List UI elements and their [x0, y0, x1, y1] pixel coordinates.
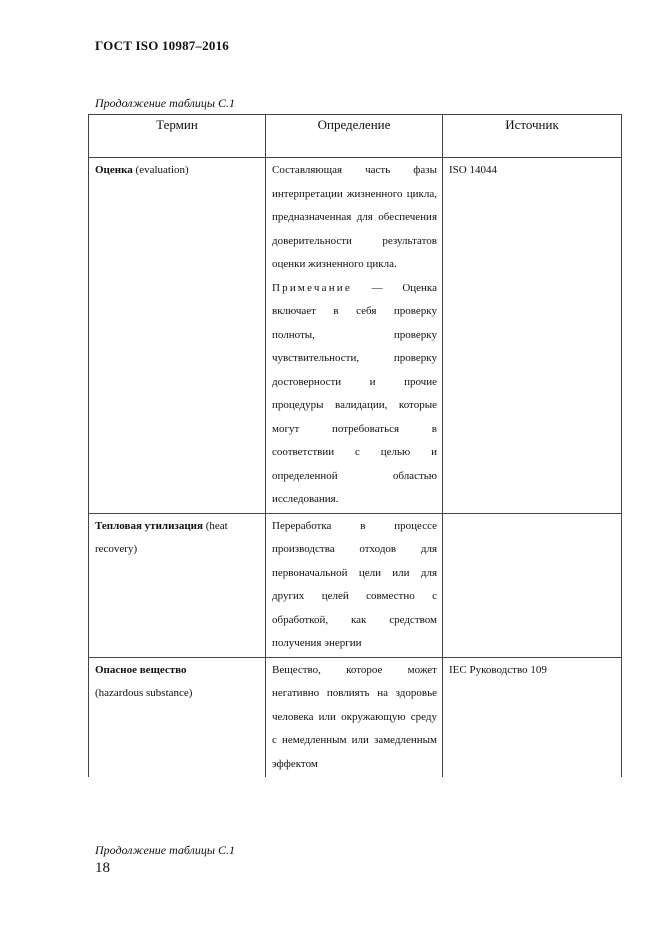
definition-cell: Вещество, которое может негативно повлиять на здоровье человека или окружающую среду с немедленным или замедленным эффектом — [266, 657, 443, 777]
term-cell — [89, 657, 266, 777]
note-text: — Оценка включает в себя проверку полноты, проверку чувствительности, проверку достоверности и прочие процедуры валидации, которые могут потребоваться в соответствии с целью и определенной областью исследования. — [272, 281, 437, 505]
terms-table — [88, 114, 622, 777]
source-cell: ISO 14044 — [443, 158, 622, 514]
definition-cell: Переработка в процессе производства отходов для первоначальной цели или для других целей совместно с обработкой, как средством получения энергии — [266, 513, 443, 657]
table-row — [89, 513, 622, 657]
column-header-term: Термин — [89, 115, 266, 158]
term-name: Оценка — [95, 164, 133, 176]
table-row — [89, 158, 622, 514]
term-cell — [89, 513, 266, 657]
table-header-row — [89, 115, 622, 158]
definition-cell — [266, 158, 443, 514]
term-cell — [89, 158, 266, 514]
column-header-definition: Определение — [266, 115, 443, 158]
source-cell — [443, 513, 622, 657]
term-english: (evaluation) — [132, 164, 189, 176]
note-label: Примечание — [272, 281, 352, 294]
definition-note — [272, 277, 437, 512]
document-code: ГОСТ ISO 10987–2016 — [95, 38, 229, 53]
term-name: Опасное вещество — [95, 663, 187, 676]
term-english: (heat recovery) — [95, 519, 228, 555]
term-name: Тепловая утилизация — [95, 519, 203, 532]
table-row — [89, 657, 622, 777]
column-header-source: Источник — [443, 115, 622, 158]
source-cell: IEC Руководство 109 — [443, 657, 622, 777]
table-continuation-caption: Продолжение таблицы С.1 — [95, 96, 236, 110]
table-continuation-caption-bottom: Продолжение таблицы С.1 — [95, 843, 236, 857]
definition-text: Составляющая часть фазы интерпретации жизненного цикла, предназначенная для обеспечения доверительности результатов оценки жизненного цикла. — [272, 164, 437, 270]
page-number: 18 — [95, 860, 110, 876]
term-english: (hazardous substance) — [95, 687, 193, 699]
